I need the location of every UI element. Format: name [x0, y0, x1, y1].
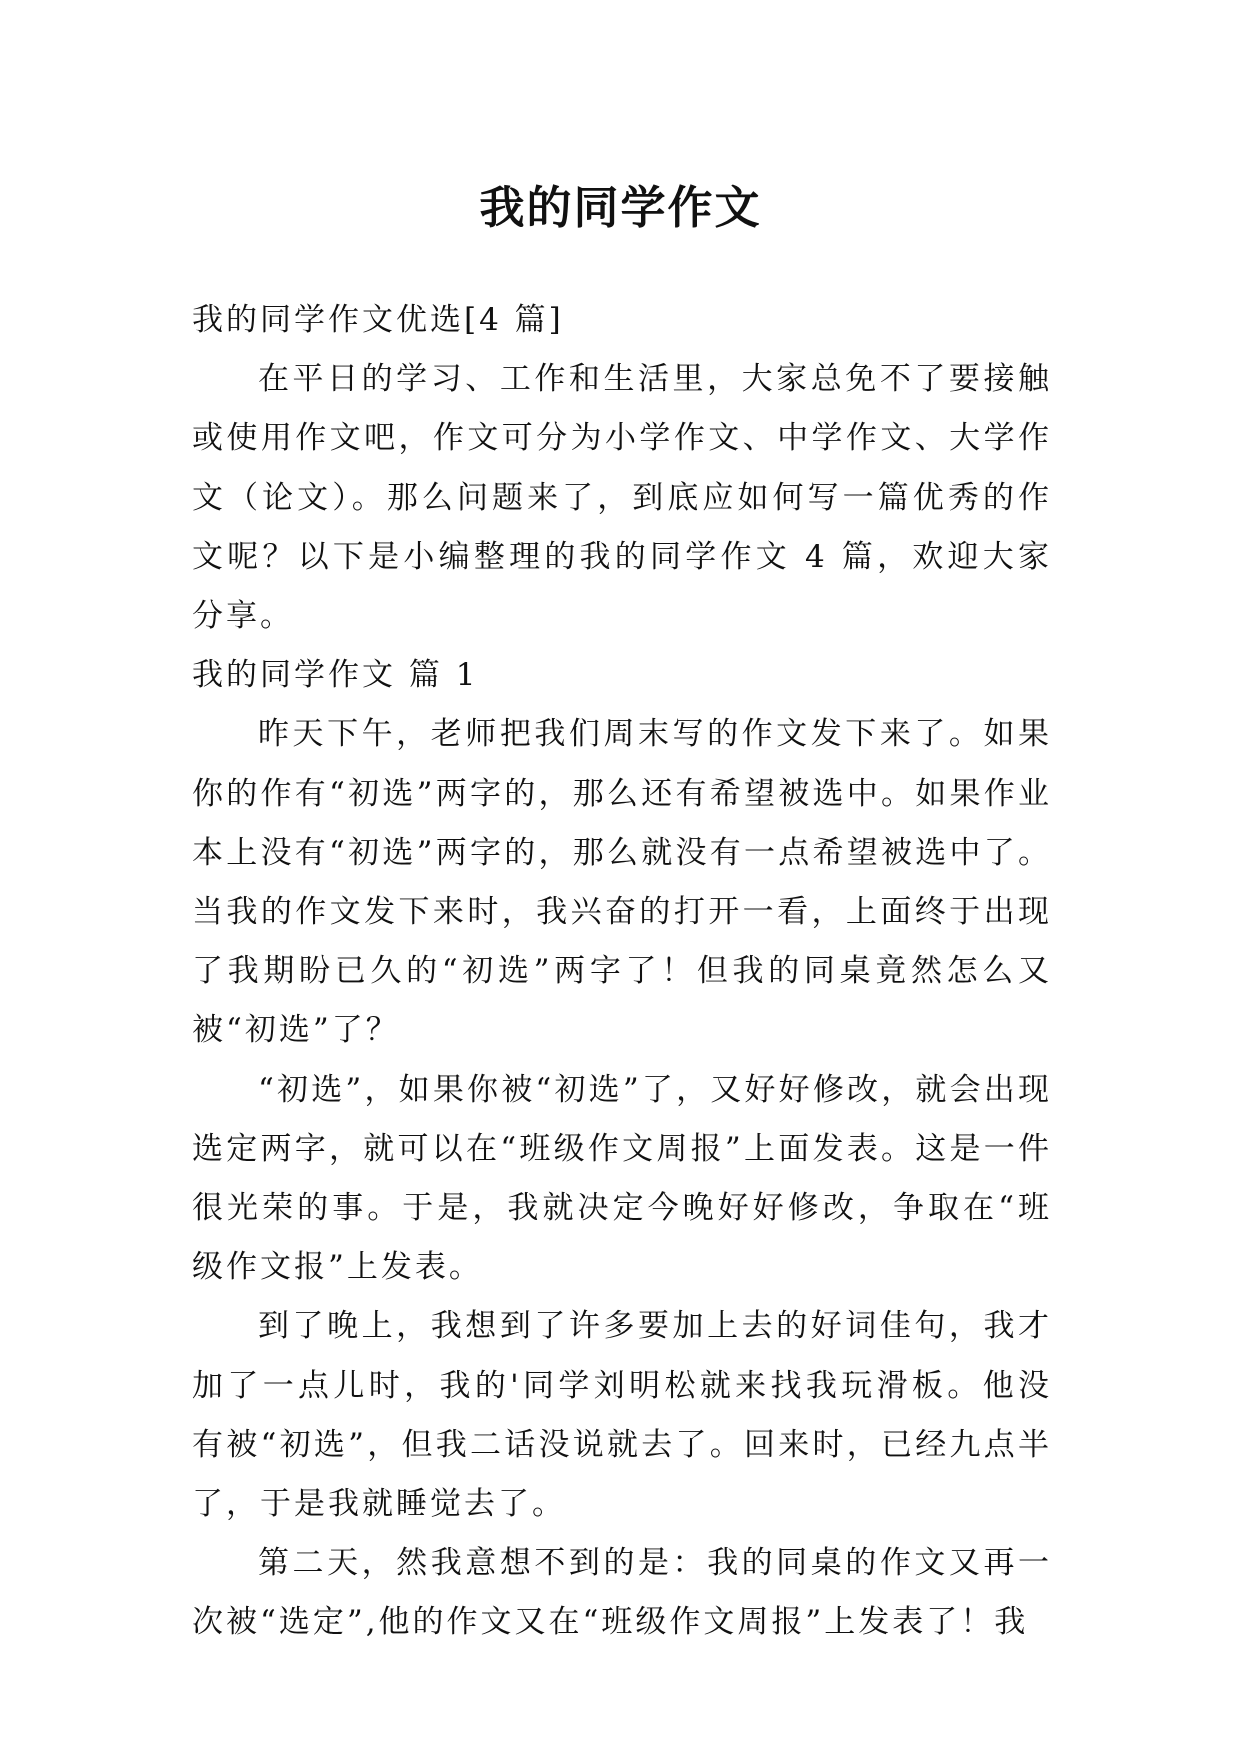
document-body	[192, 291, 1052, 1653]
document-title: 我的同学作文	[479, 181, 762, 235]
body-paragraph-3: 到了晚上，我想到了许多要加上去的好词佳句，我才加了一点儿时，我的'同学刘明松就来找我玩滑板。他没有被“初选”，但我二话没说就去了。回来时，已经九点半了，于是我就睡觉去了。	[192, 1308, 1052, 1523]
body-paragraph-2: “初选”，如果你被“初选”了，又好好修改，就会出现选定两字，就可以在“班级作文周报”上面发表。这是一件很光荣的事。于是，我就决定今晚好好修改，争取在“班级作文报”上发表。	[192, 1071, 1052, 1286]
body-paragraph-4: 第二天，然我意想不到的是：我的同桌的作文又再一次被“选定”,他的作文又在“班级作文周报”上发表了！我	[192, 1545, 1052, 1641]
document-subtitle: 我的同学作文优选[4 篇]	[192, 302, 564, 338]
body-paragraph-1: 昨天下午，老师把我们周末写的作文发下来了。如果你的作有“初选”两字的，那么还有希望被选中。如果作业本上没有“初选”两字的，那么就没有一点希望被选中了。当我的作文发下来时，我兴奋的打开一看，上面终于出现了我期盼已久的“初选”两字了！但我的同桌竟然怎么又被“初选”了？	[192, 716, 1052, 1049]
intro-paragraph: 在平日的学习、工作和生活里，大家总免不了要接触或使用作文吧，作文可分为小学作文、中学作文、大学作文（论文）。那么问题来了，到底应如何写一篇优秀的作文呢？以下是小编整理的我的同学作文 4 篇，欢迎大家分享。	[192, 361, 1052, 635]
section-heading: 我的同学作文 篇 1	[192, 657, 479, 694]
